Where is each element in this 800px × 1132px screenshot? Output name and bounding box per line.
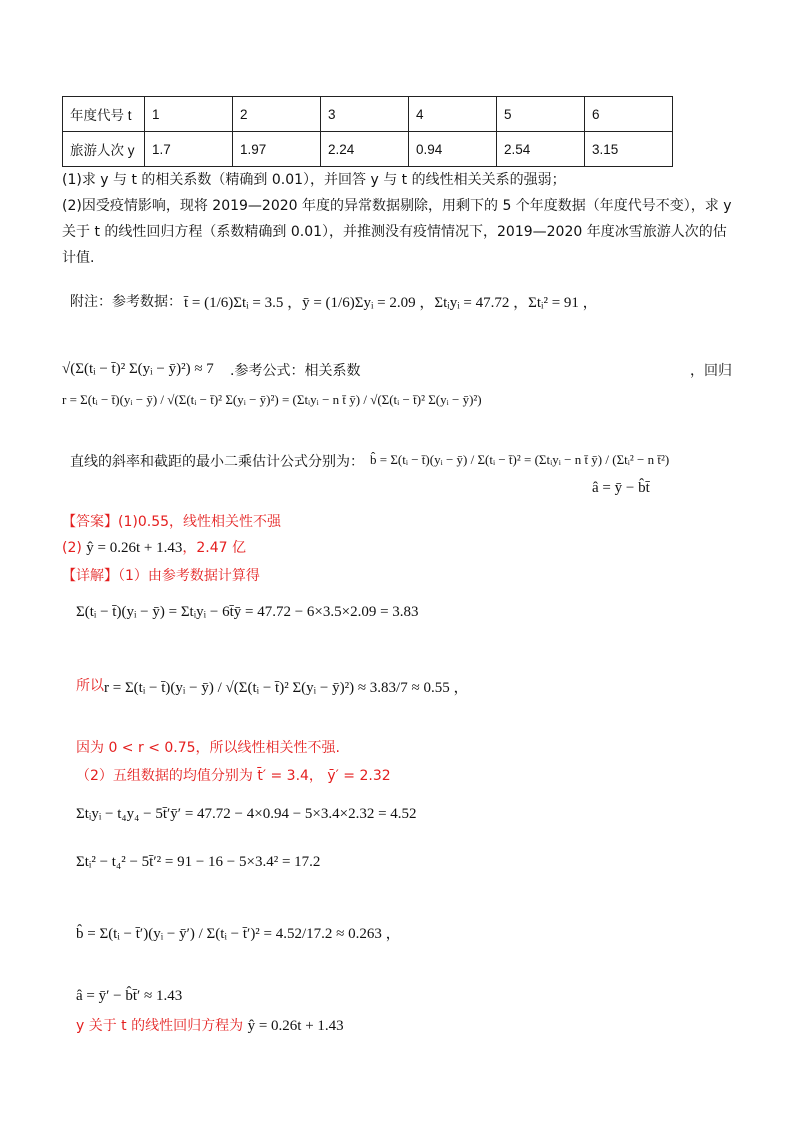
table-header-visitors: 旅游人次 y — [63, 132, 145, 167]
reference-formula-label: .参考公式：相关系数 — [230, 363, 361, 379]
question-1: (1)求 y 与 t 的相关系数（精确到 0.01），并回答 y 与 t 的线性相关关系的强弱； — [62, 172, 566, 188]
correlation-formula: r = Σ(tᵢ − t̄)(yᵢ − ȳ) / √(Σ(tᵢ − t̄)² Σ(yᵢ − ȳ)²) = (Σtᵢyᵢ − n t̄ ȳ) / √(Σ(tᵢ − t̄)² Σ(yᵢ − ȳ)²) — [62, 392, 482, 407]
answer-2-value: ，2.47 亿 — [182, 540, 247, 556]
question-2-line1: (2)因受疫情影响，现将 2019—2020 年度的异常数据剔除，用剩下的 5 个年度数据（年度代号不变），求 y — [62, 198, 732, 214]
table-cell: 2.24 — [321, 132, 409, 167]
answer-2-num: (2) — [62, 540, 82, 556]
detail-block — [62, 566, 260, 586]
question-2-line2: 关于 t 的线性回归方程（系数精确到 0.01），并推测没有疫情情况下，2019—2020 年度冰雪旅游人次的估 — [62, 224, 727, 240]
equation-3: Σtᵢ² − t₄² − 5t̄′² = 91 − 16 − 5×3.4² = 17.2 — [76, 854, 321, 870]
step-1-title: （1）由参考数据计算得 — [118, 568, 260, 584]
answer-1-num: (1) — [118, 514, 138, 530]
so-label: 所以 — [76, 678, 104, 694]
table-cell: 0.94 — [409, 132, 497, 167]
answer-block — [62, 512, 281, 532]
question-2-line3: 计值. — [62, 250, 95, 266]
note-reference-data: t̄ = (1/6)Σtᵢ = 3.5 ，ȳ = (1/6)Σyᵢ = 2.09 ，Σtᵢyᵢ = 47.72 ，Σtᵢ² = 91 ， — [184, 295, 598, 311]
correlation-result: r = Σ(tᵢ − t̄)(yᵢ − ȳ) / √(Σ(tᵢ − t̄)² Σ(yᵢ − ȳ)²) ≈ 3.83/7 ≈ 0.55 ， — [104, 680, 469, 696]
table-cell: 1 — [145, 97, 233, 132]
slope-formula: b̂ = Σ(tᵢ − t̄)(yᵢ − ȳ) / Σ(tᵢ − t̄)² = (Σtᵢyᵢ − n t̄ ȳ) / (Σtᵢ² − n t̄²) — [370, 452, 670, 467]
data-table — [62, 96, 673, 167]
answer-label: 【答案】 — [62, 514, 118, 530]
equation-2: Σtᵢyᵢ − t₄y₄ − 5t̄′ȳ′ = 47.72 − 4×0.94 − 5×3.4×2.32 = 4.52 — [76, 806, 417, 822]
equation-1: Σ(tᵢ − t̄)(yᵢ − ȳ) = Σtᵢyᵢ − 6t̄ȳ = 47.72 − 6×3.5×2.09 = 3.83 — [76, 604, 419, 620]
least-squares-label: 直线的斜率和截距的最小二乘估计公式分别为： — [70, 454, 364, 470]
table-cell: 5 — [497, 97, 585, 132]
final-conclusion — [76, 1016, 344, 1036]
step-2-means: （2）五组数据的均值分别为 t̄′ = 3.4， ȳ′ = 2.32 — [76, 768, 391, 784]
table-cell: 2 — [233, 97, 321, 132]
answer-2-block — [62, 538, 246, 558]
table-cell: 4 — [409, 97, 497, 132]
intercept-formula: â = ȳ − b̂t̄ — [592, 480, 650, 496]
conclusion-1: 因为 0 < r < 0.75，所以线性相关性不强. — [76, 740, 340, 756]
table-cell: 1.97 — [233, 132, 321, 167]
table-row — [63, 97, 673, 132]
final-label: y 关于 t 的线性回归方程为 — [76, 1018, 244, 1034]
table-cell: 1.7 — [145, 132, 233, 167]
formula-suffix: ，回归 — [690, 363, 732, 379]
detail-label: 【详解】 — [62, 568, 118, 584]
answer-2-equation: ŷ = 0.26t + 1.43 — [86, 540, 183, 556]
answer-1: 0.55，线性相关性不强 — [137, 514, 282, 530]
table-cell: 3 — [321, 97, 409, 132]
table-cell: 6 — [585, 97, 673, 132]
final-equation: ŷ = 0.26t + 1.43 — [247, 1018, 344, 1034]
slope-estimate: b̂ = Σ(tᵢ − t̄′)(yᵢ − ȳ′) / Σ(tᵢ − t̄′)² = 4.52/17.2 ≈ 0.263 ， — [76, 926, 401, 942]
intercept-estimate: â = ȳ′ − b̂t̄′ ≈ 1.43 — [76, 988, 183, 1004]
table-cell: 2.54 — [497, 132, 585, 167]
note-label: 附注：参考数据： — [70, 294, 182, 310]
table-cell: 3.15 — [585, 132, 673, 167]
table-row — [63, 132, 673, 167]
table-header-year: 年度代号 t — [63, 97, 145, 132]
sqrt-reference-value: √(Σ(tᵢ − t̄)² Σ(yᵢ − ȳ)²) ≈ 7 — [62, 361, 214, 377]
